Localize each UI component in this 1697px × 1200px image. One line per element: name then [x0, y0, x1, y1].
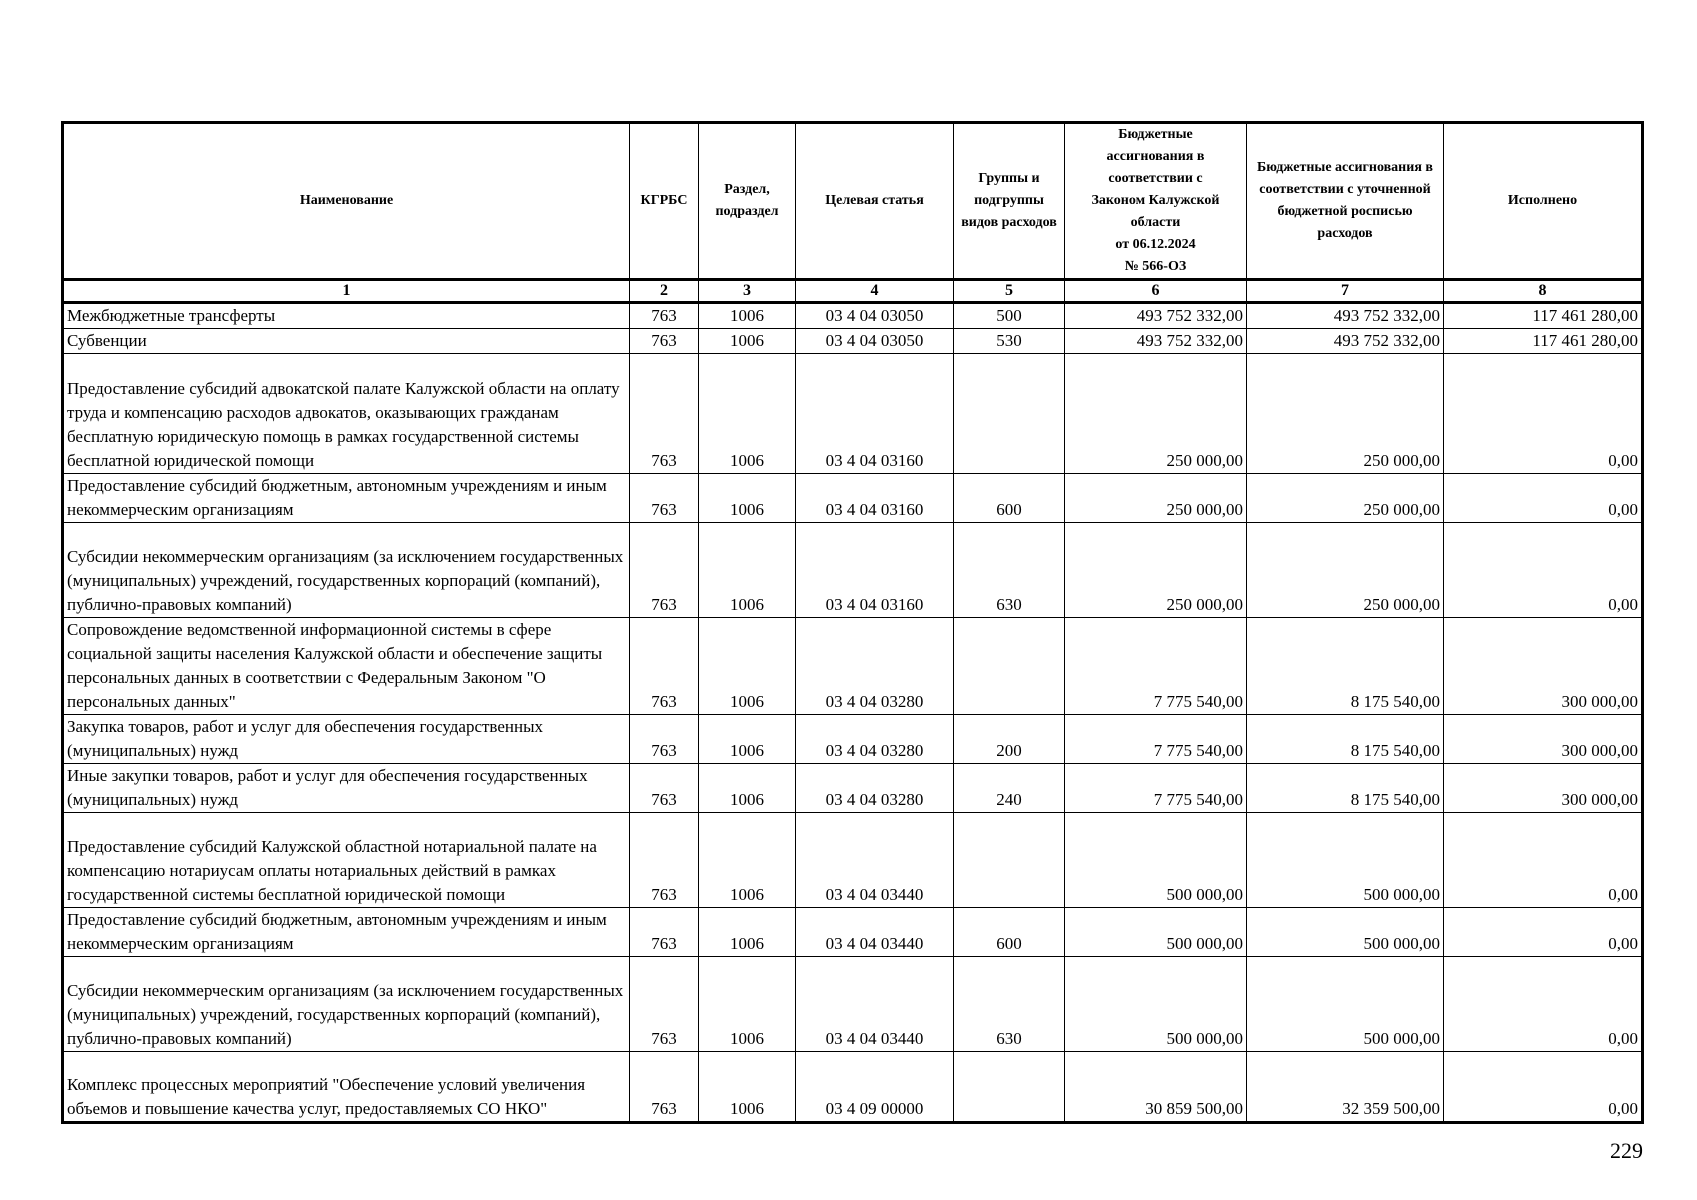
row-name: Предоставление субсидий бюджетным, автономным учреждениям и иным некоммерческим организациям	[63, 474, 630, 523]
column-number-row	[63, 280, 1643, 303]
row-target-article: 03 4 04 03160	[796, 523, 954, 618]
table-row	[63, 908, 1643, 957]
row-law-amount: 250 000,00	[1065, 474, 1247, 523]
row-law-amount: 500 000,00	[1065, 813, 1247, 908]
row-executed-amount: 0,00	[1444, 908, 1643, 957]
budget-table	[61, 121, 1644, 1124]
row-expense-group	[954, 354, 1065, 474]
table-row	[63, 474, 1643, 523]
row-law-amount: 7 775 540,00	[1065, 618, 1247, 715]
row-kgrbs: 763	[630, 303, 699, 329]
row-executed-amount: 117 461 280,00	[1444, 303, 1643, 329]
row-target-article: 03 4 04 03160	[796, 354, 954, 474]
table-row	[63, 523, 1643, 618]
row-plan-amount: 8 175 540,00	[1247, 764, 1444, 813]
row-law-amount: 30 859 500,00	[1065, 1052, 1247, 1123]
table-row	[63, 764, 1643, 813]
row-name: Межбюджетные трансферты	[63, 303, 630, 329]
row-expense-group: 600	[954, 474, 1065, 523]
row-name: Предоставление субсидий адвокатской палате Калужской области на оплату труда и компенсацию расходов адвокатов, оказывающих гражданам бесплатную юридическую помощь в рамках государственной системы бесплатной юридической помощи	[63, 354, 630, 474]
row-section: 1006	[699, 329, 796, 354]
header-law-allocations: Бюджетные ассигнования в соответствии с Законом Калужской области от 06.12.2024 № 566-ОЗ	[1065, 123, 1247, 280]
row-expense-group: 200	[954, 715, 1065, 764]
row-kgrbs: 763	[630, 354, 699, 474]
row-executed-amount: 0,00	[1444, 523, 1643, 618]
row-plan-amount: 500 000,00	[1247, 908, 1444, 957]
row-name: Иные закупки товаров, работ и услуг для обеспечения государственных (муниципальных) нужд	[63, 764, 630, 813]
column-number: 7	[1247, 280, 1444, 303]
row-target-article: 03 4 04 03280	[796, 715, 954, 764]
row-law-amount: 250 000,00	[1065, 523, 1247, 618]
row-name: Комплекс процессных мероприятий "Обеспечение условий увеличения объемов и повышение качества услуг, предоставляемых СО НКО"	[63, 1052, 630, 1123]
table-row	[63, 1052, 1643, 1123]
row-name: Субвенции	[63, 329, 630, 354]
row-name: Закупка товаров, работ и услуг для обеспечения государственных (муниципальных) нужд	[63, 715, 630, 764]
row-kgrbs: 763	[630, 1052, 699, 1123]
row-executed-amount: 300 000,00	[1444, 764, 1643, 813]
row-name: Сопровождение ведомственной информационной системы в сфере социальной защиты населения Калужской области и обеспечение защиты персональных данных в соответствии с Федеральным Законом "О персональных данных"	[63, 618, 630, 715]
row-section: 1006	[699, 474, 796, 523]
column-number: 2	[630, 280, 699, 303]
header-section: Раздел, подраздел	[699, 123, 796, 280]
row-executed-amount: 300 000,00	[1444, 618, 1643, 715]
row-kgrbs: 763	[630, 329, 699, 354]
row-kgrbs: 763	[630, 957, 699, 1052]
table-row	[63, 957, 1643, 1052]
row-section: 1006	[699, 354, 796, 474]
row-kgrbs: 763	[630, 908, 699, 957]
header-expense-groups: Группы и подгруппы видов расходов	[954, 123, 1065, 280]
row-section: 1006	[699, 908, 796, 957]
row-kgrbs: 763	[630, 523, 699, 618]
row-section: 1006	[699, 523, 796, 618]
row-expense-group: 630	[954, 957, 1065, 1052]
column-number: 4	[796, 280, 954, 303]
row-target-article: 03 4 04 03280	[796, 618, 954, 715]
row-target-article: 03 4 04 03280	[796, 764, 954, 813]
row-executed-amount: 300 000,00	[1444, 715, 1643, 764]
row-name: Субсидии некоммерческим организациям (за исключением государственных (муниципальных) учреждений, государственных корпораций (компаний), публично-правовых компаний)	[63, 523, 630, 618]
row-section: 1006	[699, 813, 796, 908]
row-law-amount: 7 775 540,00	[1065, 715, 1247, 764]
row-target-article: 03 4 04 03440	[796, 908, 954, 957]
column-number: 6	[1065, 280, 1247, 303]
row-plan-amount: 8 175 540,00	[1247, 618, 1444, 715]
row-law-amount: 250 000,00	[1065, 354, 1247, 474]
row-expense-group	[954, 813, 1065, 908]
row-target-article: 03 4 04 03050	[796, 303, 954, 329]
row-kgrbs: 763	[630, 715, 699, 764]
table-row	[63, 354, 1643, 474]
row-kgrbs: 763	[630, 813, 699, 908]
row-plan-amount: 493 752 332,00	[1247, 329, 1444, 354]
row-target-article: 03 4 04 03440	[796, 813, 954, 908]
header-target-article: Целевая статья	[796, 123, 954, 280]
row-kgrbs: 763	[630, 618, 699, 715]
row-executed-amount: 0,00	[1444, 813, 1643, 908]
row-plan-amount: 493 752 332,00	[1247, 303, 1444, 329]
row-target-article: 03 4 09 00000	[796, 1052, 954, 1123]
row-name: Субсидии некоммерческим организациям (за исключением государственных (муниципальных) учреждений, государственных корпораций (компаний), публично-правовых компаний)	[63, 957, 630, 1052]
page-number: 229	[1610, 1138, 1643, 1163]
header-executed: Исполнено	[1444, 123, 1643, 280]
row-expense-group: 240	[954, 764, 1065, 813]
column-number: 5	[954, 280, 1065, 303]
header-revised-allocations: Бюджетные ассигнования в соответствии с уточненной бюджетной росписью расходов	[1247, 123, 1444, 280]
row-name: Предоставление субсидий Калужской областной нотариальной палате на компенсацию нотариусам оплаты нотариальных действий в рамках государственной системы бесплатной юридической помощи	[63, 813, 630, 908]
row-expense-group	[954, 1052, 1065, 1123]
row-expense-group: 600	[954, 908, 1065, 957]
row-plan-amount: 250 000,00	[1247, 474, 1444, 523]
row-section: 1006	[699, 715, 796, 764]
row-target-article: 03 4 04 03160	[796, 474, 954, 523]
row-executed-amount: 0,00	[1444, 474, 1643, 523]
row-target-article: 03 4 04 03050	[796, 329, 954, 354]
row-name: Предоставление субсидий бюджетным, автономным учреждениям и иным некоммерческим организациям	[63, 908, 630, 957]
row-section: 1006	[699, 618, 796, 715]
row-executed-amount: 0,00	[1444, 957, 1643, 1052]
table-row	[63, 329, 1643, 354]
table-row	[63, 813, 1643, 908]
row-expense-group: 500	[954, 303, 1065, 329]
row-plan-amount: 250 000,00	[1247, 354, 1444, 474]
row-kgrbs: 763	[630, 764, 699, 813]
table-row	[63, 618, 1643, 715]
row-plan-amount: 32 359 500,00	[1247, 1052, 1444, 1123]
row-executed-amount: 0,00	[1444, 354, 1643, 474]
row-executed-amount: 0,00	[1444, 1052, 1643, 1123]
row-plan-amount: 500 000,00	[1247, 813, 1444, 908]
column-number: 8	[1444, 280, 1643, 303]
row-target-article: 03 4 04 03440	[796, 957, 954, 1052]
row-expense-group: 530	[954, 329, 1065, 354]
row-law-amount: 493 752 332,00	[1065, 303, 1247, 329]
header-name: Наименование	[63, 123, 630, 280]
row-expense-group	[954, 618, 1065, 715]
row-plan-amount: 500 000,00	[1247, 957, 1444, 1052]
row-law-amount: 500 000,00	[1065, 957, 1247, 1052]
row-plan-amount: 250 000,00	[1247, 523, 1444, 618]
row-plan-amount: 8 175 540,00	[1247, 715, 1444, 764]
header-row	[63, 123, 1643, 280]
row-law-amount: 7 775 540,00	[1065, 764, 1247, 813]
row-expense-group: 630	[954, 523, 1065, 618]
column-number: 3	[699, 280, 796, 303]
row-law-amount: 493 752 332,00	[1065, 329, 1247, 354]
row-executed-amount: 117 461 280,00	[1444, 329, 1643, 354]
row-kgrbs: 763	[630, 474, 699, 523]
row-section: 1006	[699, 303, 796, 329]
row-section: 1006	[699, 764, 796, 813]
table-row	[63, 303, 1643, 329]
row-section: 1006	[699, 1052, 796, 1123]
column-number: 1	[63, 280, 630, 303]
row-section: 1006	[699, 957, 796, 1052]
table-row	[63, 715, 1643, 764]
header-kgrbs: КГРБС	[630, 123, 699, 280]
row-law-amount: 500 000,00	[1065, 908, 1247, 957]
